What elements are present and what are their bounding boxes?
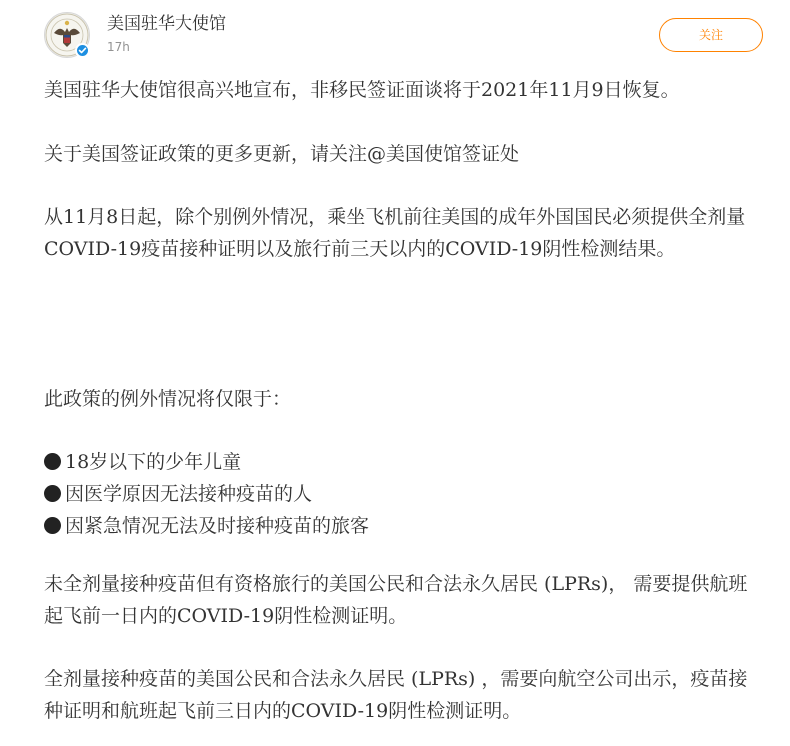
post-header bbox=[44, 12, 764, 58]
bullet-icon bbox=[44, 517, 61, 534]
paragraph-exceptions-heading: 此政策的例外情况将仅限于： bbox=[44, 388, 292, 410]
list-item-text: 18岁以下的少年儿童 bbox=[65, 451, 242, 473]
verified-badge-icon bbox=[75, 43, 90, 58]
paragraph-announcement: 美国驻华大使馆很高兴地宣布，非移民签证面谈将于2021年11月9日恢复。 bbox=[44, 79, 680, 101]
paragraph-vaccine-requirement: 从11月8日起，除个别例外情况，乘坐飞机前往美国的成年外国国民必须提供全剂量COVID-19疫苗接种证明以及旅行前三天以内的COVID-19阴性检测结果。 bbox=[44, 206, 746, 260]
bullet-icon bbox=[44, 453, 61, 470]
follow-button[interactable]: 关注 bbox=[659, 18, 763, 52]
list-item bbox=[44, 446, 764, 478]
account-name[interactable]: 美国驻华大使馆 bbox=[107, 14, 226, 34]
list-item-text: 因医学原因无法接种疫苗的人 bbox=[65, 483, 313, 505]
paragraph-follow-visa-office: 关于美国签证政策的更多更新，请关注@美国使馆签证处 bbox=[44, 143, 520, 165]
list-item bbox=[44, 478, 764, 510]
exceptions-list bbox=[44, 446, 764, 542]
list-item-text: 因紧急情况无法及时接种疫苗的旅客 bbox=[65, 515, 370, 537]
list-item bbox=[44, 510, 764, 542]
post-time[interactable]: 17h bbox=[107, 40, 130, 54]
bullet-icon bbox=[44, 485, 61, 502]
paragraph-vaccinated-citizens: 全剂量接种疫苗的美国公民和合法永久居民 (LPRs) ，需要向航空公司出示，疫苗接种证明和航班起飞前三日内的COVID-19阴性检测证明。 bbox=[44, 668, 748, 722]
paragraph-unvaccinated-citizens: 未全剂量接种疫苗但有资格旅行的美国公民和合法永久居民 (LPRs)， 需要提供航班起飞前一日内的COVID-19阴性检测证明。 bbox=[44, 573, 748, 627]
